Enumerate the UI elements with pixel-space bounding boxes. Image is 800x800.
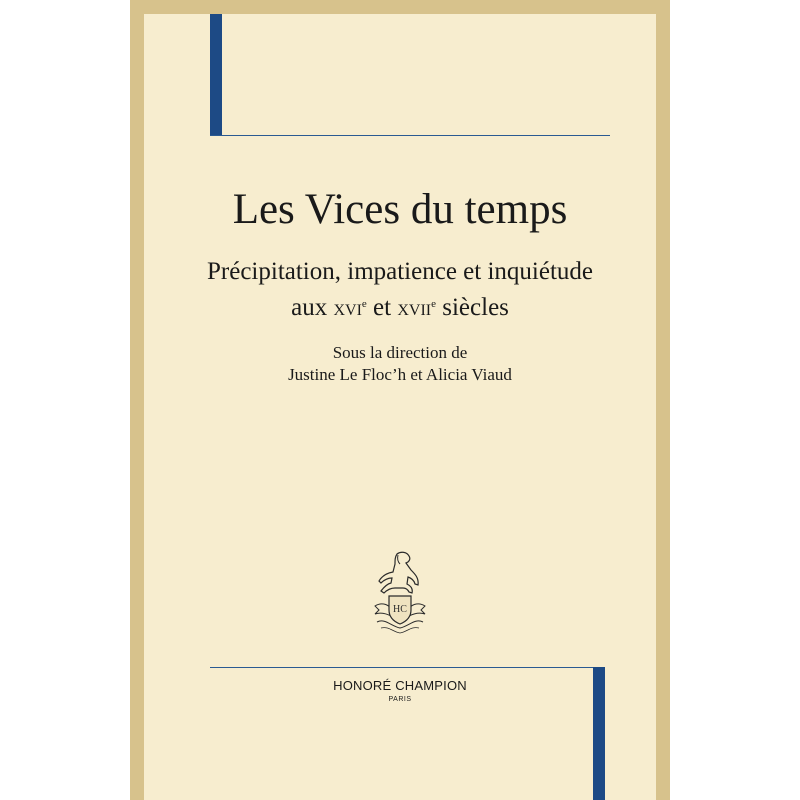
- publisher-city: PARIS: [388, 696, 412, 703]
- cover-panel: [144, 14, 656, 800]
- century-16: XVI: [333, 302, 362, 319]
- top-rule-line: [210, 135, 610, 136]
- century-16-sup: e: [361, 298, 367, 310]
- top-blue-bar: [210, 14, 222, 136]
- subtitle-line-2: [144, 288, 656, 327]
- editorial-direction: [144, 342, 656, 386]
- subtitle-line-1: Précipitation, impatience et inquiétude: [207, 258, 593, 285]
- century-17: XVII: [397, 302, 432, 319]
- subtitle-aux: aux: [291, 294, 328, 321]
- logo-monogram: HC: [393, 604, 407, 615]
- subtitle-et: et: [373, 294, 392, 321]
- publisher-horse-logo-icon: [367, 548, 433, 636]
- direction-label: Sous la direction de: [332, 343, 468, 362]
- editors-names: Justine Le Floc’h et Alicia Viaud: [288, 365, 512, 384]
- book-cover: [130, 0, 670, 800]
- publisher-name: HONORÉ CHAMPION: [333, 678, 467, 693]
- book-subtitle: [144, 256, 656, 327]
- book-title: Les Vices du temps: [232, 186, 568, 233]
- subtitle-siecles: siècles: [442, 294, 509, 321]
- bottom-rule-line: [210, 667, 605, 668]
- century-17-sup: e: [431, 298, 436, 310]
